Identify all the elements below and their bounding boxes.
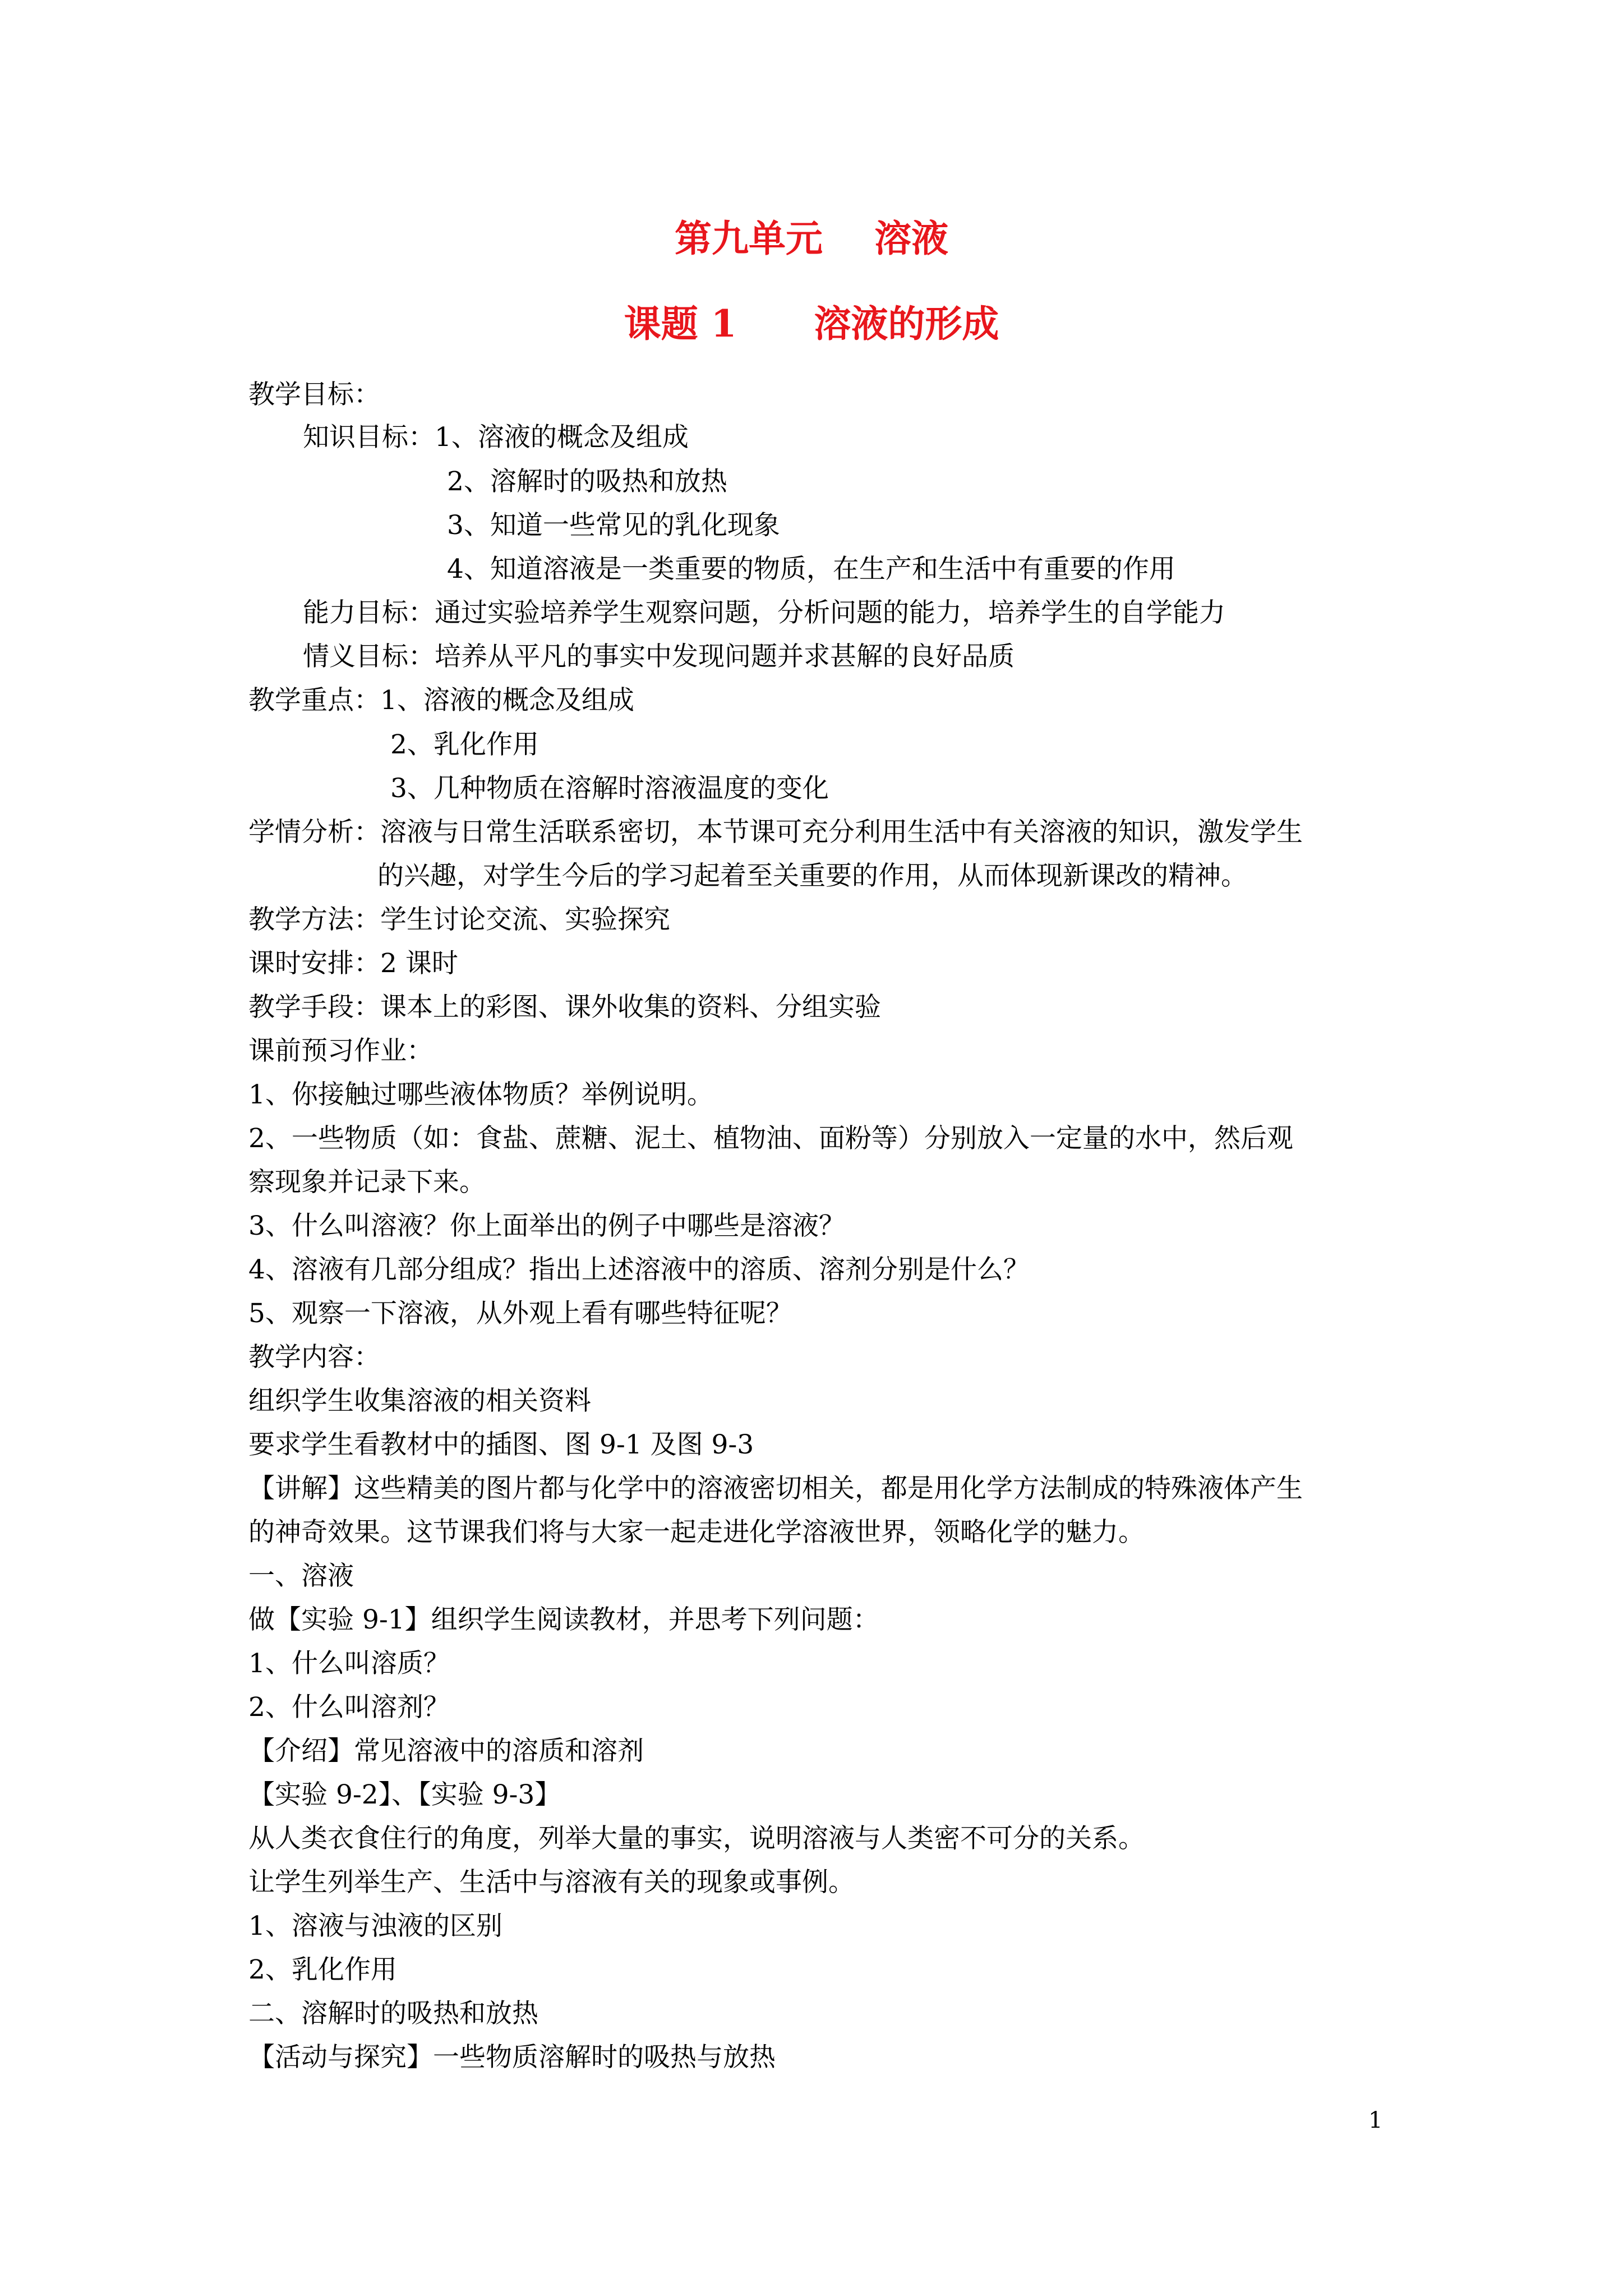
text-line: 做【实验 9-1】组织学生阅读教材，并思考下列问题：: [248, 1604, 879, 1635]
text-line: 1、溶液与浊液的区别: [248, 1911, 502, 1941]
text-line: 让学生列举生产、生活中与溶液有关的现象或事例。: [248, 1867, 855, 1898]
text-line: 教学重点：1、溶液的概念及组成: [248, 685, 634, 716]
text-line: 2、溶解时的吸热和放热: [447, 466, 727, 497]
text-line: 3、什么叫溶液？你上面举出的例子中哪些是溶液？: [248, 1211, 845, 1241]
text-line: 【讲解】这些精美的图片都与化学中的溶液密切相关，都是用化学方法制成的特殊液体产生: [248, 1473, 1303, 1504]
text-line: 2、一些物质（如：食盐、蔗糖、泥土、植物油、面粉等）分别放入一定量的水中，然后观: [248, 1123, 1293, 1154]
text-line: 学情分析：溶液与日常生活联系密切，本节课可充分利用生活中有关溶液的知识，激发学生: [248, 817, 1303, 848]
text-line: 教学目标：: [248, 379, 380, 410]
text-line: 2、什么叫溶剂？: [248, 1692, 450, 1723]
text-line: 课前预习作业：: [248, 1036, 433, 1066]
text-line: 1、什么叫溶质？: [248, 1648, 450, 1679]
text-line: 能力目标：通过实验培养学生观察问题，分析问题的能力，培养学生的自学能力: [303, 597, 1225, 628]
text-line: 3、几种物质在溶解时溶液温度的变化: [390, 773, 829, 804]
text-line: 的兴趣，对学生今后的学习起着至关重要的作用，从而体现新课改的精神。: [377, 861, 1247, 891]
text-line: 的神奇效果。这节课我们将与大家一起走进化学溶液世界，领略化学的魅力。: [248, 1517, 1145, 1548]
lesson-title: 课题 1 溶液的形成: [624, 302, 999, 346]
text-line: 一、溶液: [248, 1561, 354, 1591]
text-line: 教学手段：课本上的彩图、课外收集的资料、分组实验: [248, 992, 881, 1023]
text-line: 3、知道一些常见的乳化现象: [447, 510, 780, 541]
text-line: 教学内容：: [248, 1342, 380, 1373]
text-line: 知识目标：1、溶液的概念及组成: [303, 422, 689, 453]
text-line: 教学方法：学生讨论交流、实验探究: [248, 904, 670, 935]
text-line: 4、溶液有几部分组成？指出上述溶液中的溶质、溶剂分别是什么？: [248, 1254, 1030, 1285]
text-line: 二、溶解时的吸热和放热: [248, 1998, 538, 2029]
text-line: 4、知道溶液是一类重要的物质，在生产和生活中有重要的作用: [447, 554, 1175, 585]
text-line: 察现象并记录下来。: [248, 1167, 486, 1198]
text-line: 1、你接触过哪些液体物质？举例说明。: [248, 1079, 713, 1110]
text-line: 从人类衣食住行的角度，列举大量的事实，说明溶液与人类密不可分的关系。: [248, 1823, 1145, 1854]
text-line: 5、观察一下溶液，从外观上看有哪些特征呢？: [248, 1298, 792, 1329]
text-line: 【实验 9-2】、【实验 9-3】: [248, 1779, 561, 1810]
text-line: 2、乳化作用: [390, 729, 539, 760]
text-line: 课时安排：2 课时: [248, 948, 458, 979]
text-line: 【介绍】常见溶液中的溶质和溶剂: [248, 1736, 644, 1766]
text-line: 2、乳化作用: [248, 1954, 397, 1985]
page-number: 1: [1368, 2108, 1383, 2133]
text-line: 要求学生看教材中的插图、图 9-1 及图 9-3: [248, 1429, 754, 1460]
text-line: 情义目标：培养从平凡的事实中发现问题并求甚解的良好品质: [303, 641, 1015, 672]
text-line: 组织学生收集溶液的相关资料: [248, 1386, 591, 1416]
text-line: 【活动与探究】一些物质溶解时的吸热与放热: [248, 2042, 776, 2073]
unit-title: 第九单元 溶液: [675, 217, 948, 260]
